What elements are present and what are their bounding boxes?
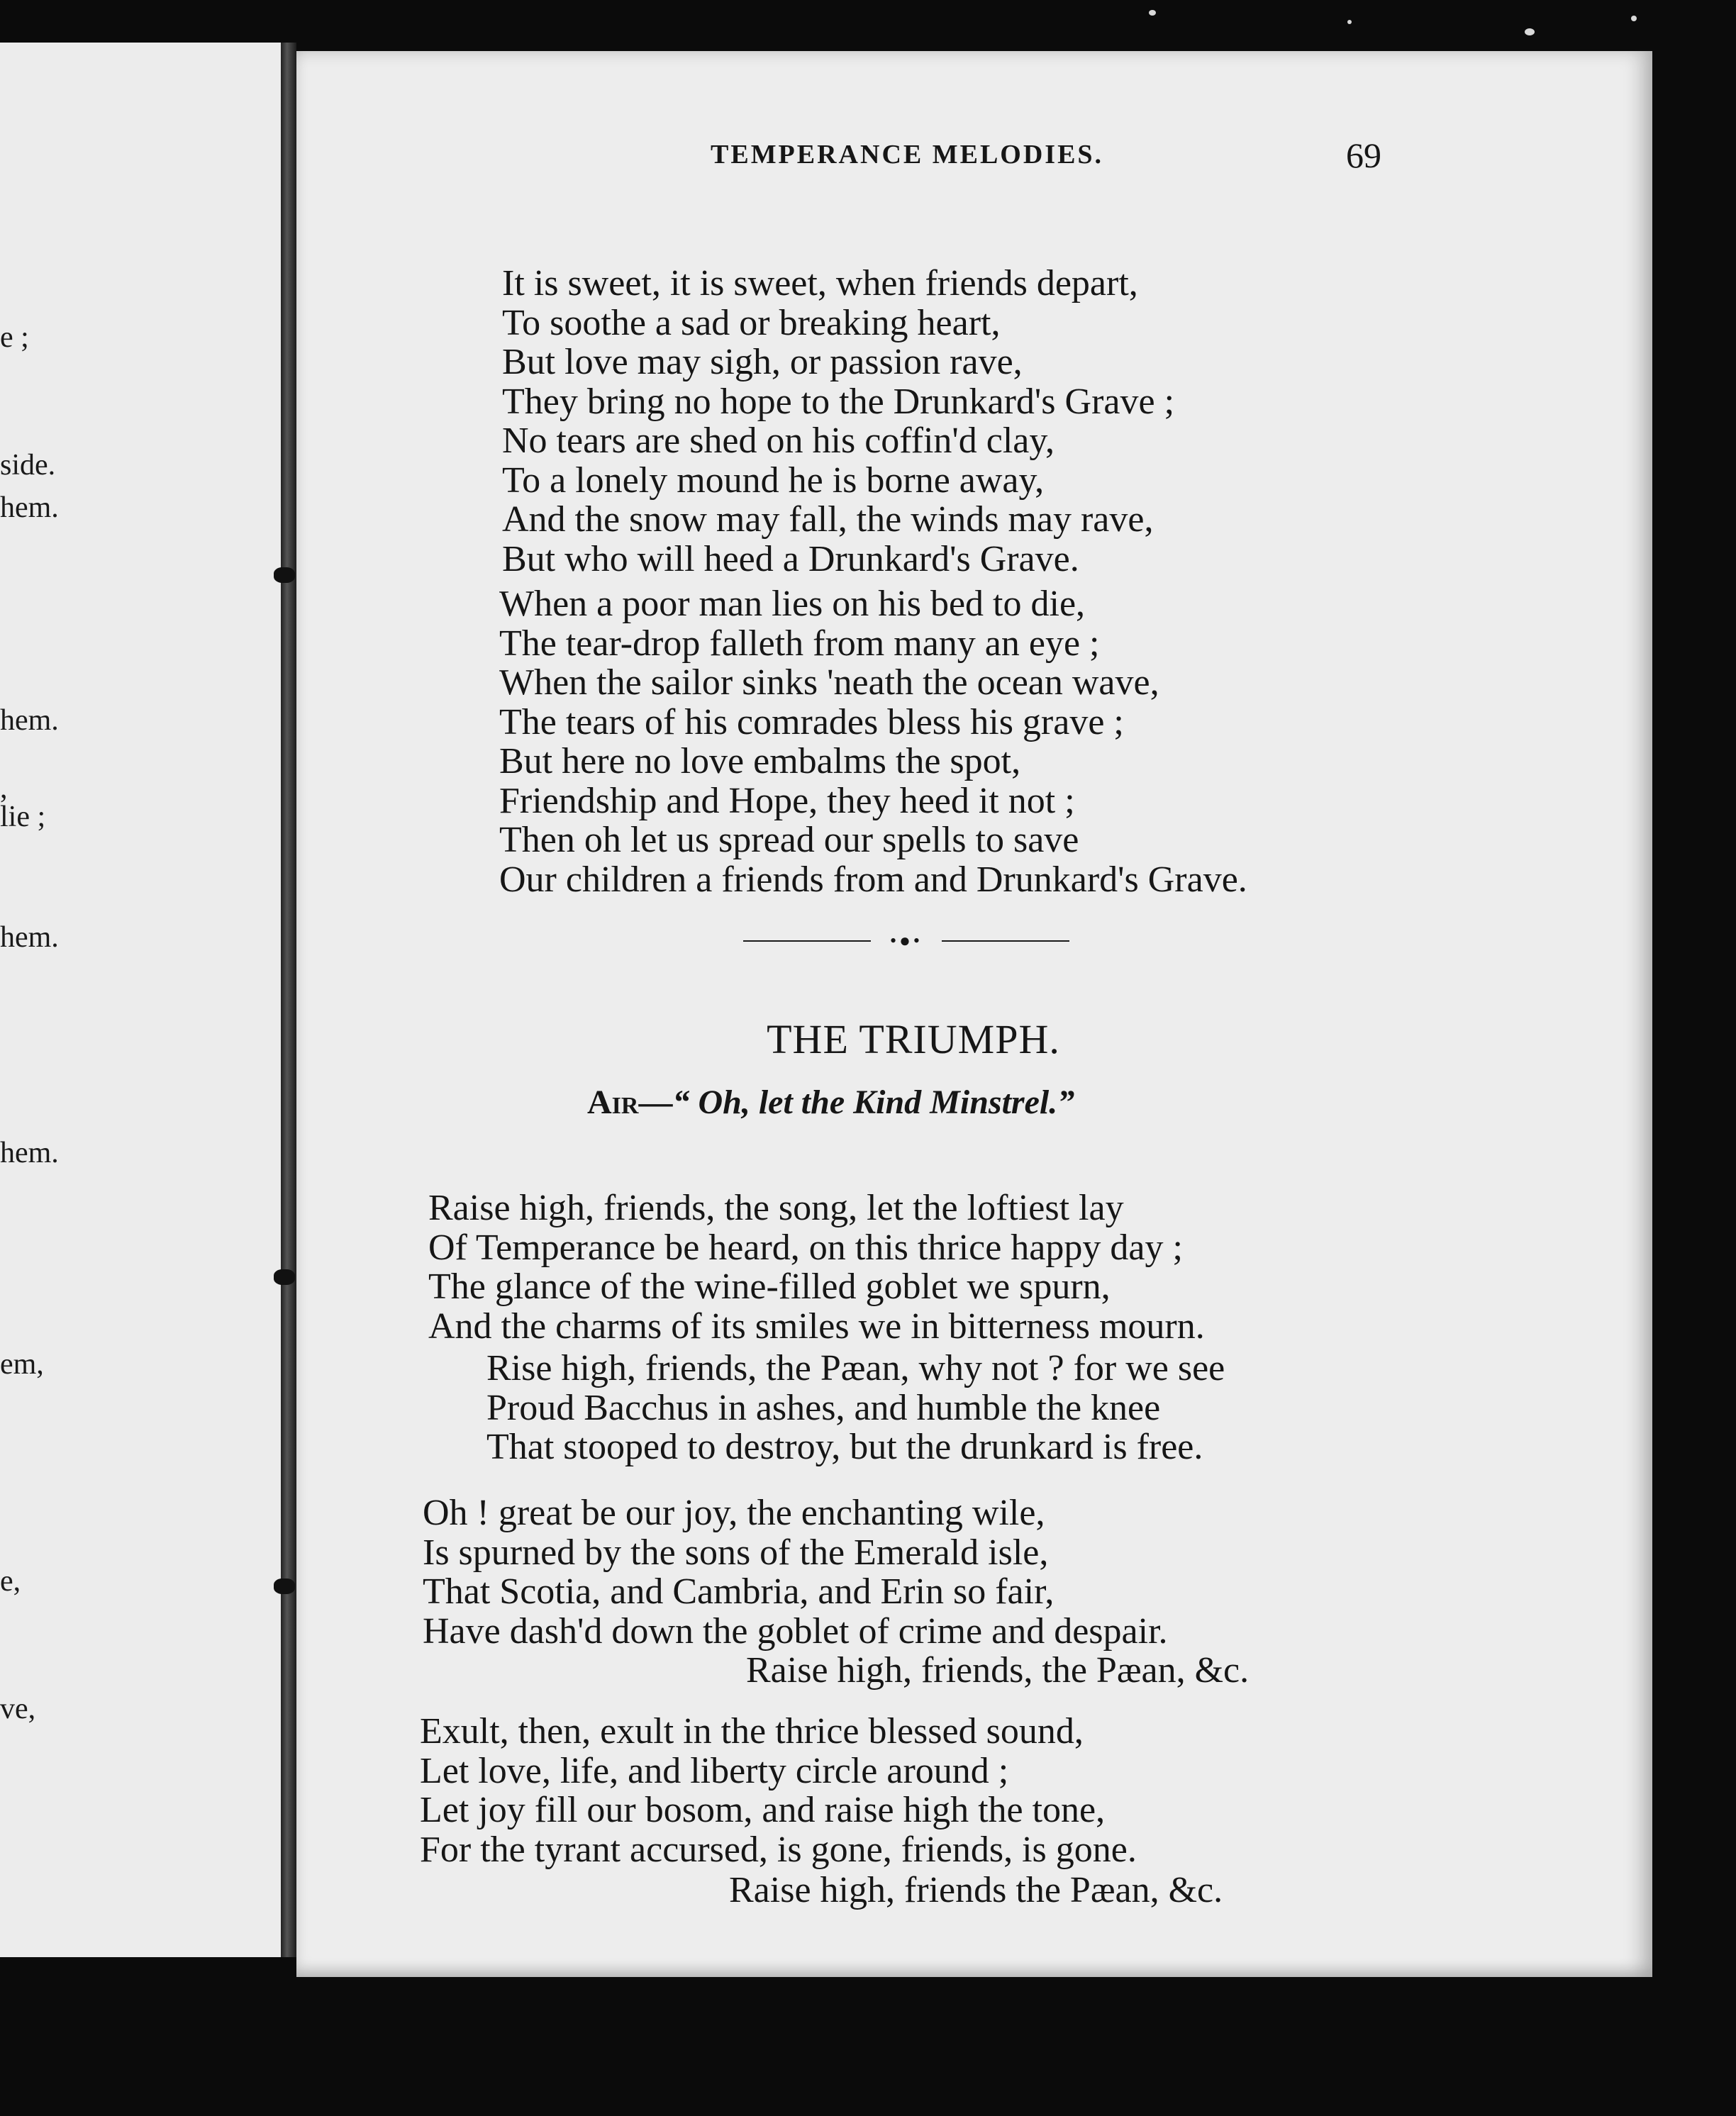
song-verse-2	[423, 1493, 1168, 1651]
song-refrain-3	[729, 1871, 1223, 1910]
spine-notch	[274, 1269, 295, 1285]
poem-line: To a lonely mound he is borne away,	[502, 460, 1045, 501]
song-verse-3	[420, 1712, 1137, 1869]
poem-line: To soothe a sad or breaking heart,	[502, 302, 1001, 343]
poem-line: Our children a friends from and Drunkard's Grave.	[499, 859, 1247, 900]
song-title: THE TRIUMPH.	[767, 1016, 1060, 1062]
running-title: TEMPERANCE MELODIES.	[711, 140, 1104, 169]
chorus-line: That stooped to destroy, but the drunkard is free.	[486, 1427, 1203, 1467]
refrain-line: Raise high, friends, the Pæan, &c.	[746, 1650, 1250, 1691]
verse-line: Of Temperance be heard, on this thrice happy day ;	[428, 1227, 1183, 1268]
poem-line: The tear-drop falleth from many an eye ;	[499, 623, 1100, 664]
left-fragment: ,	[0, 772, 8, 805]
verse-line: That Scotia, and Cambria, and Erin so fair,	[423, 1571, 1055, 1612]
left-fragment: hem.	[0, 491, 59, 524]
air-line	[587, 1083, 1074, 1122]
poem-line: When a poor man lies on his bed to die,	[499, 584, 1086, 624]
verse-line: Raise high, friends, the song, let the loftiest lay	[428, 1188, 1124, 1228]
left-fragment: e,	[0, 1565, 21, 1598]
left-fragment: hem.	[0, 704, 59, 737]
divider-rule-left	[743, 940, 871, 942]
song-verse-1	[428, 1188, 1205, 1346]
ornamental-divider	[743, 930, 1069, 952]
left-fragment: lie ;	[0, 801, 46, 833]
chorus-line: Proud Bacchus in ashes, and humble the knee	[486, 1387, 1161, 1428]
verse-line: Exult, then, exult in the thrice blessed sound,	[420, 1711, 1084, 1752]
left-fragment: hem.	[0, 921, 59, 954]
poem-line: And the snow may fall, the winds may rave,	[502, 499, 1154, 540]
refrain-line: Raise high, friends the Pæan, &c.	[729, 1870, 1223, 1910]
poem-line: Then oh let us spread our spells to save	[499, 820, 1079, 860]
air-tune: “ Oh, let the Kind Minstrel.”	[672, 1084, 1075, 1121]
poem-line: When the sailor sinks 'neath the ocean wave,	[499, 662, 1159, 703]
verse-line: Let joy fill our bosom, and raise high the tone,	[420, 1790, 1106, 1830]
scan-speck	[1525, 28, 1535, 35]
left-fragment: side.	[0, 449, 56, 481]
scan-speck	[1347, 20, 1352, 24]
verse-line: For the tyrant accursed, is gone, friends, is gone.	[420, 1829, 1137, 1870]
verse-line: The glance of the wine-filled goblet we spurn,	[428, 1266, 1111, 1307]
left-page	[0, 43, 289, 1957]
poem-line: The tears of his comrades bless his grave ;	[499, 701, 1124, 742]
left-fragment: hem.	[0, 1137, 59, 1169]
scan-speck	[1631, 16, 1637, 21]
poem-line: No tears are shed on his coffin'd clay,	[502, 421, 1055, 461]
air-label: Air—	[587, 1084, 673, 1121]
poem-stanza-1	[502, 264, 1174, 579]
page-number: 69	[1346, 135, 1381, 175]
verse-line: And the charms of its smiles we in bitterness mourn.	[428, 1305, 1205, 1347]
poem-line: But here no love embalms the spot,	[499, 741, 1021, 781]
spine-notch	[274, 567, 295, 583]
poem-line: But love may sigh, or passion rave,	[502, 342, 1023, 382]
poem-stanza-2	[499, 584, 1247, 899]
verse-line: Have dash'd down the goblet of crime and despair.	[423, 1610, 1168, 1652]
verse-line: Is spurned by the sons of the Emerald isle,	[423, 1532, 1049, 1573]
left-fragment: ve,	[0, 1693, 36, 1725]
spine-notch	[274, 1578, 295, 1594]
poem-line: It is sweet, it is sweet, when friends depart,	[502, 263, 1138, 304]
divider-ornament: •●•	[890, 930, 923, 951]
scan-speck	[1149, 10, 1156, 16]
poem-line: But who will heed a Drunkard's Grave.	[502, 538, 1079, 579]
chorus-line: Rise high, friends, the Pæan, why not ? for we see	[486, 1348, 1225, 1388]
song-refrain-2	[746, 1651, 1249, 1691]
poem-line: They bring no hope to the Drunkard's Grave ;	[502, 381, 1175, 422]
left-fragment: em,	[0, 1348, 44, 1381]
poem-line: Friendship and Hope, they heed it not ;	[499, 780, 1075, 821]
book-spine	[281, 43, 296, 1957]
divider-rule-right	[942, 940, 1069, 942]
verse-line: Oh ! great be our joy, the enchanting wile,	[423, 1493, 1045, 1533]
verse-line: Let love, life, and liberty circle around ;	[420, 1750, 1009, 1791]
left-fragment: e ;	[0, 321, 29, 354]
right-page	[296, 51, 1652, 1977]
song-chorus	[486, 1349, 1225, 1467]
